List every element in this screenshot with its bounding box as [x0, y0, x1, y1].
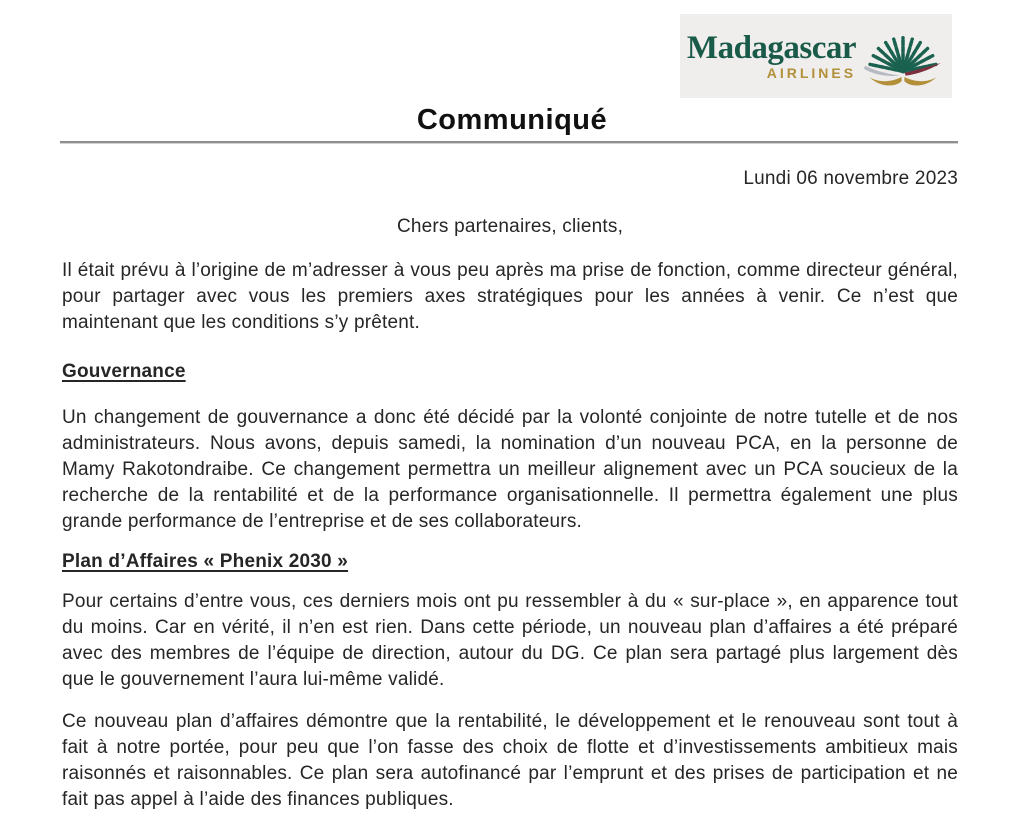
heading-gouvernance: Gouvernance: [62, 361, 186, 382]
salutation: Chers partenaires, clients,: [396, 216, 624, 237]
heading-plan-affaires: Plan d’Affaires « Phenix 2030 »: [62, 551, 349, 572]
madagascar-airlines-logo: [680, 14, 952, 98]
title-divider: [60, 141, 958, 144]
paragraph-intro: Il était prévu à l’origine de m’adresser à vous peu après ma prise de fonction, comme directeur général, pour partager avec vous les premiers axes stratégiques pour les années à venir. Ce n’est que maintenant que les conditions s’y prêtent.: [62, 260, 958, 333]
ravinala-palm-icon: [861, 18, 945, 94]
logo-airlines-text: AIRLINES: [766, 65, 857, 81]
logo-wordmark: [687, 31, 856, 81]
paragraph-plan-affaires-2: Ce nouveau plan d’affaires démontre que la rentabilité, le développement et le renouveau sont tout à fait à notre portée, pour peu que l’on fasse des choix de flotte et d’investissements ambitieux mais raisonnés et raisonnables. Ce plan sera autofinancé par l’emprunt et des prises de participation et ne fait pas appel à l’aide des finances publiques.: [62, 711, 958, 810]
date-line: Lundi 06 novembre 2023: [743, 168, 958, 189]
logo-brand-text: Madagascar: [686, 30, 857, 66]
paragraph-gouvernance: Un changement de gouvernance a donc été décidé par la volonté conjointe de notre tutelle et de nos administrateurs. Nous avons, depuis samedi, la nomination d’un nouveau PCA, en la personne de Mamy Rakotondraibe. Ce changement permettra un meilleur alignement avec un PCA soucieux de la recherche de la rentabilité et de la performance organisationnelle. Il permettra également une plus grande performance de l’entreprise et de ses collaborateurs.: [62, 407, 958, 532]
letter-body: [62, 166, 958, 813]
document-title: Communiqué: [416, 104, 608, 136]
paragraph-plan-affaires-1: Pour certains d’entre vous, ces derniers mois ont pu ressembler à du « sur-place », en apparence tout du moins. Car en vérité, il n’en est rien. Dans cette période, un nouveau plan d’affaires a été préparé avec des membres de l’équipe de direction, autour du DG. Ce plan sera partagé plus largement dès que le gouvernement l’aura lui-même validé.: [62, 591, 958, 690]
